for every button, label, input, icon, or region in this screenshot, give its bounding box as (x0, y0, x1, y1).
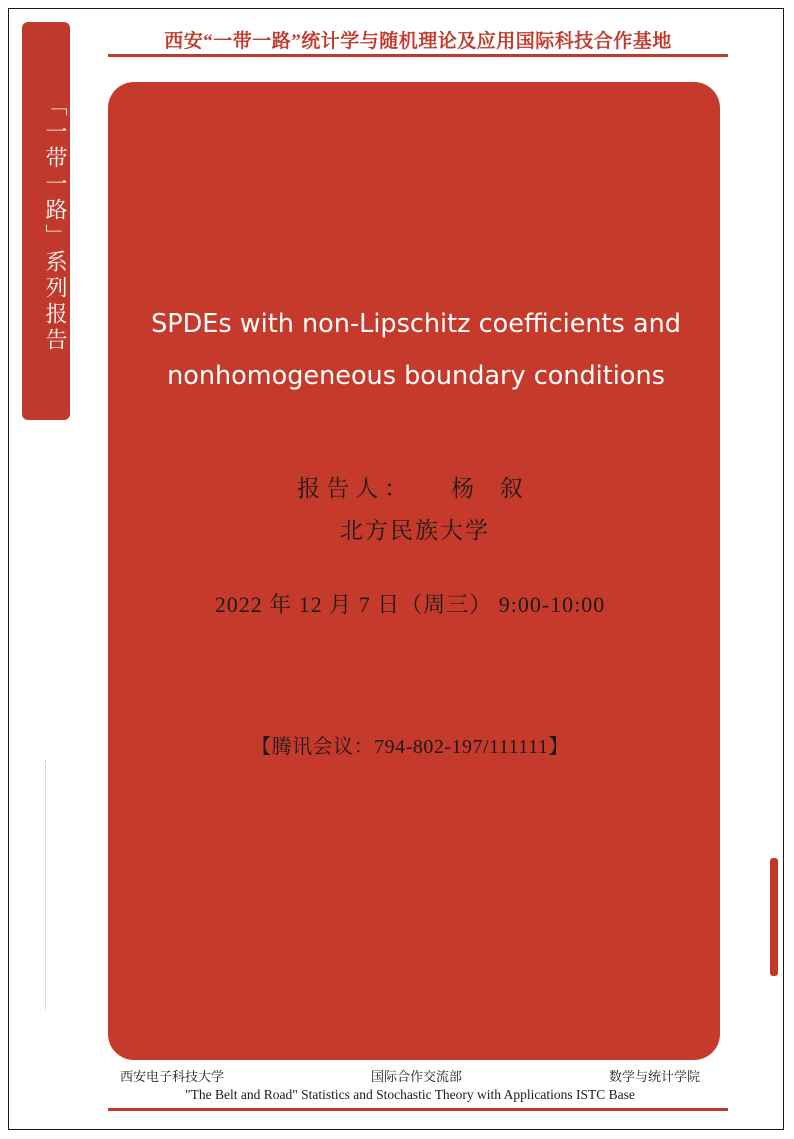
footer-organizations (120, 1066, 700, 1085)
side-banner-label: 「一带一路」系列报告 (43, 94, 68, 354)
talk-title (128, 298, 704, 402)
header-title: 西安“一带一路”统计学与随机理论及应用国际科技合作基地 (164, 31, 672, 52)
talk-title-line-1: SPDEs with non-Lipschitz coefficients and (151, 309, 681, 339)
right-accent-bar (770, 858, 778, 976)
speaker-label: 报告人： (297, 476, 414, 501)
footer-org-1: 西安电子科技大学 (120, 1069, 225, 1084)
footer-divider (108, 1108, 728, 1111)
speaker-affiliation: 北方民族大学 (340, 518, 490, 543)
dotted-guide-line (45, 760, 47, 1010)
talk-title-line-2: nonhomogeneous boundary conditions (167, 361, 665, 391)
speaker-name: 杨 叙 (451, 476, 533, 501)
header-divider (108, 54, 728, 57)
main-panel (108, 82, 720, 1060)
footer-english-title: "The Belt and Road" Statistics and Stochastic Theory with Applications ISTC Base (185, 1087, 635, 1102)
footer-org-3: 数学与统计学院 (608, 1069, 700, 1084)
speaker-row (150, 470, 680, 503)
meeting-info: 【腾讯会议：794-802-197/111111】 (251, 736, 569, 758)
footer-org-2: 国际合作交流部 (370, 1069, 462, 1084)
talk-datetime: 2022 年 12 月 7 日（周三） 9:00-10:00 (214, 592, 606, 617)
